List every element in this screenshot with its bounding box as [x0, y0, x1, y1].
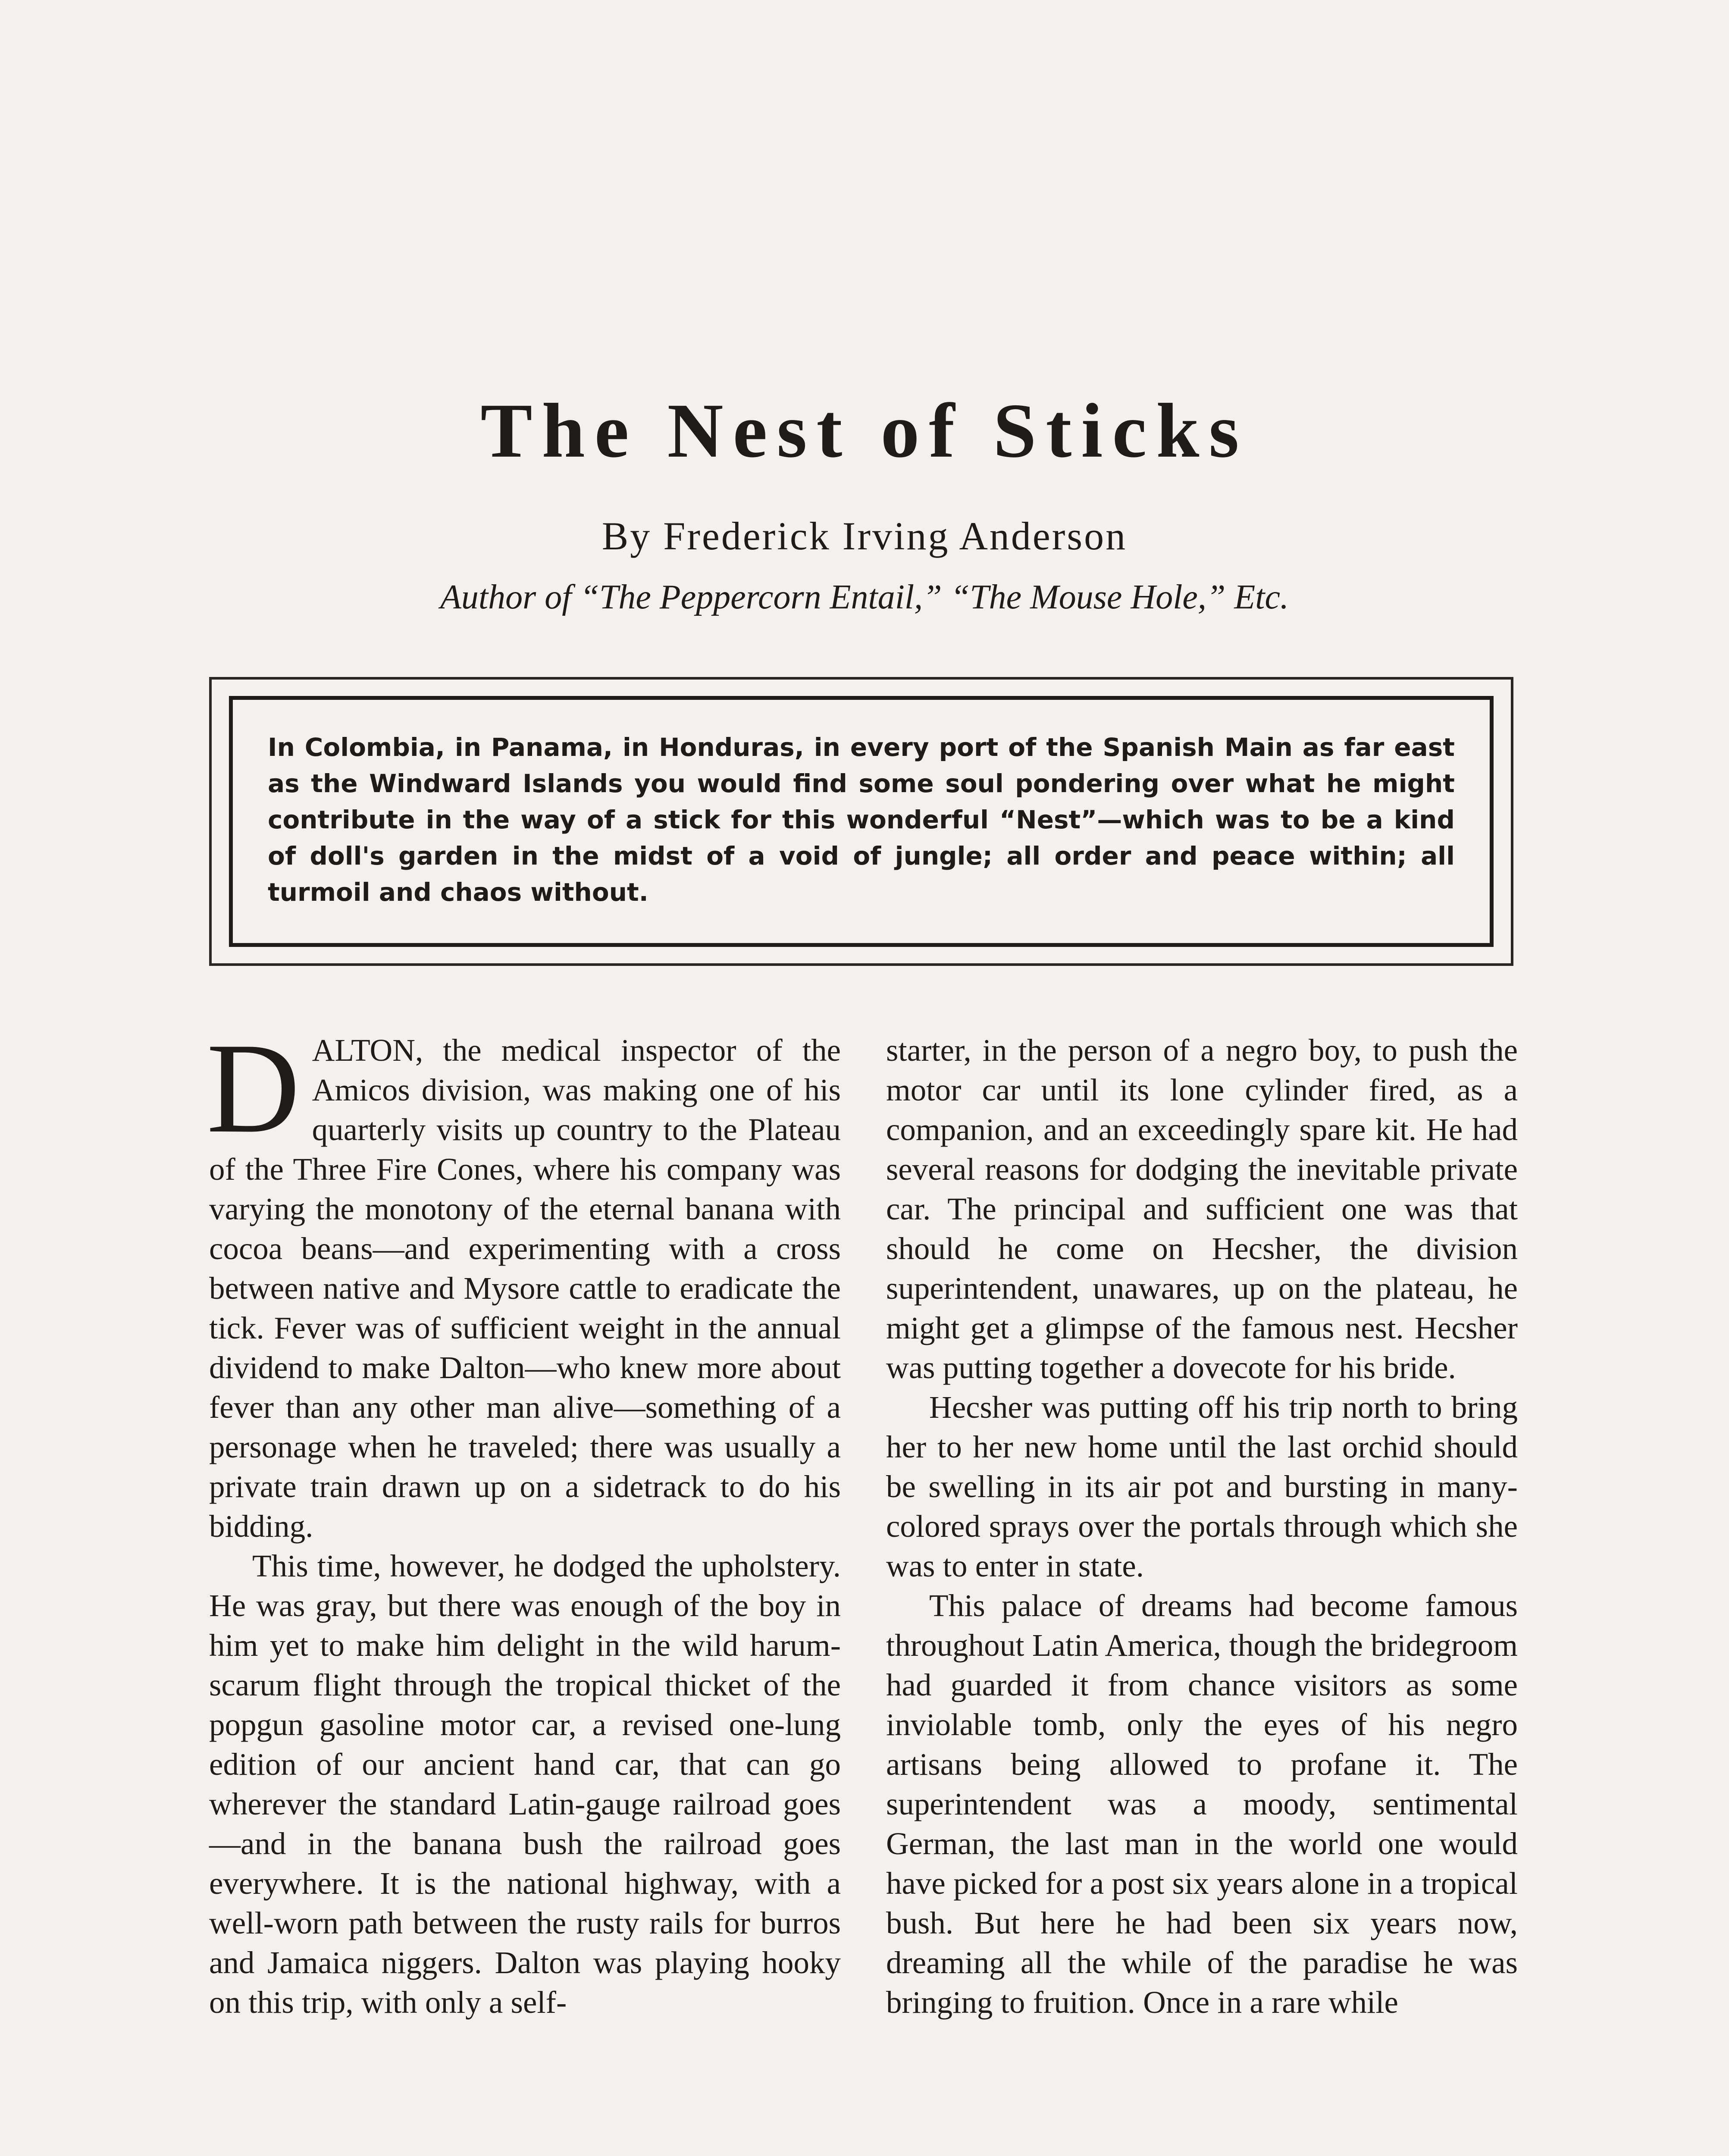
article-title: The Nest of Sticks	[480, 388, 1249, 473]
byline: By Frederick Irving Anderson	[601, 514, 1128, 558]
body-paragraph: This time, however, he dodged the upholstery. He was gray, but there was enough of the boy in him yet to make him delight in the wild harum-scarum flight through the tropical thicket of the popgun gasoline motor car, a revised one-lung edition of our ancient hand car, that can go wherever the standard Latin-gauge railroad goes —and in the banana bush the railroad goes everywhere. It is the national highway, with a well-worn path between the rusty rails for burros and Jamaica niggers. Dalton was playing hooky on this trip, with only a self-	[209, 1548, 841, 2020]
author-of-prefix: Author of	[440, 578, 572, 616]
author-work-2: “The Mouse Hole,”	[950, 578, 1226, 616]
body-column-left	[207, 1016, 841, 2022]
summary-text: In Colombia, in Panama, in Honduras, in every port of the Spanish Main as far east as the Windward Islands you would find some soul pondering over what he might contribute in the way of a stick for this wonderful “Nest”—which was to be a kind of doll's garden in the midst of a void of jungle; all order and peace within; all turmoil and chaos without.	[268, 733, 1455, 907]
drop-cap: D	[207, 1016, 300, 1159]
body-paragraph	[207, 1016, 841, 1546]
body-paragraph: starter, in the person of a negro boy, to push the motor car until its lone cylinder fired, as a companion, and an exceedingly spare kit. He had several reasons for dodging the inevitable private car. The principal and sufficient one was that should he come on Hecsher, the division superintendent, unawares, up on the plateau, he might get a glimpse of the famous nest. Hecsher was putting together a dovecote for his bride.	[886, 1033, 1518, 1385]
body-paragraph-text: ALTON, the medical inspector of the Amicos division, was making one of his quarterly visits up country to the Plateau of the Three Fire Cones, where his company was varying the monotony of the eternal banana with cocoa beans—and experimenting with a cross between native and Mysore cattle to eradicate the tick. Fever was of sufficient weight in the annual dividend to make Dalton—who knew more about fever than any other man alive—something of a personage when he traveled; there was usually a private train drawn up on a sidetrack to do his bidding.	[209, 1033, 841, 1544]
author-credits	[0, 578, 1729, 617]
author-work-1: “The Peppercorn Entail,”	[580, 578, 942, 616]
body-paragraph: Hecsher was putting off his trip north to bring her to her new home until the last orchid should be swelling in its air pot and bursting in many-colored sprays over the portals through which she was to enter in state.	[886, 1390, 1518, 1583]
body-paragraph: This palace of dreams had become famous throughout Latin America, though the bridegroom had guarded it from chance visitors as some inviolable tomb, only the eyes of his negro artisans being allowed to profane it. The superintendent was a moody, sentimental German, the last man in the world one would have picked for a post six years alone in a tropical bush. But here he had been six years now, dreaming all the while of the paradise he was bringing to fruition. Once in a rare while	[886, 1588, 1518, 2020]
author-suffix: Etc.	[1234, 578, 1289, 616]
summary-box	[209, 677, 1513, 966]
body-column-right	[886, 1031, 1518, 2022]
